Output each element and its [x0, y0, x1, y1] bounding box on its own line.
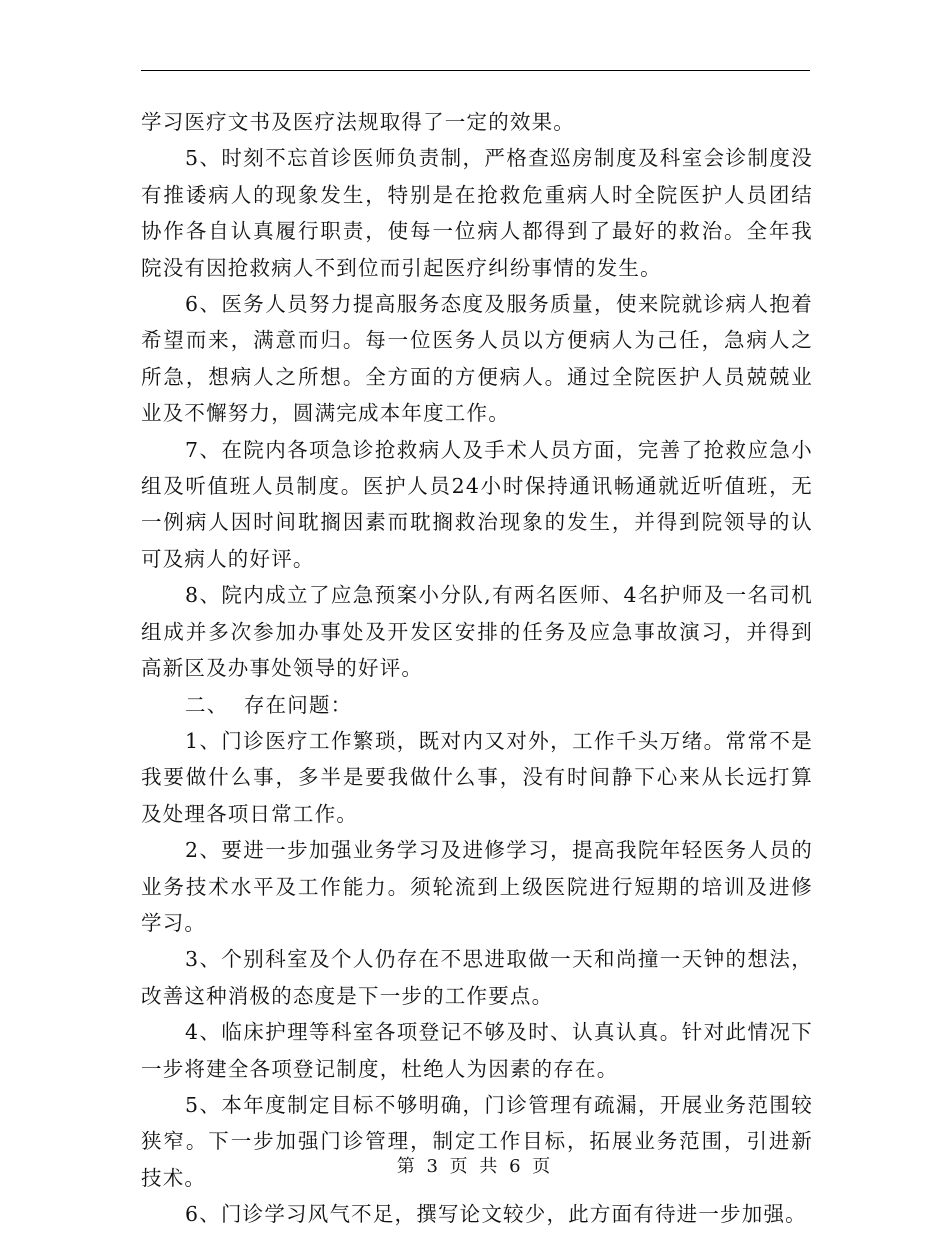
paragraph-problem-1: 1、门诊医疗工作繁琐，既对内又对外，工作千头万绪。常常不是我要做什么事，多半是要我做什么事，没有时间静下心来从长远打算及处理各项日常工作。 [141, 728, 813, 826]
document-body [141, 104, 813, 1233]
paragraph-item-8-response-team: 8、院内成立了应急预案小分队,有两名医师、4名护师及一名司机组成并多次参加办事处及开发区安排的任务及应急事故演习，并得到高新区及办事处领导的好评。 [141, 583, 813, 681]
paragraph-continuation: 学习医疗文书及医疗法规取得了一定的效果。 [141, 110, 575, 134]
paragraph-problem-5: 5、本年度制定目标不够明确，门诊管理有疏漏，开展业务范围较狭窄。下一步加强门诊管理，制定工作目标，拓展业务范围，引进新技术。 [141, 1092, 813, 1190]
paragraph-problem-6: 6、门诊学习风气不足，撰写论文较少，此方面有待进一步加强。 [185, 1202, 807, 1227]
header-rule [141, 70, 810, 71]
paragraph-item-6-service: 6、医务人员努力提高服务态度及服务质量，使来院就诊病人抱着希望而来，满意而归。每一位医务人员以方便病人为己任，急病人之所急，想病人之所想。全方面的方便病人。通过全院医护人员兢兢业业及不懈努力，圆满完成本年度工作。 [141, 292, 813, 426]
paragraph-problem-3: 3、个别科室及个人仍存在不思进取做一天和尚撞一天钟的想法，改善这种消极的态度是下一步的工作要点。 [141, 947, 813, 1008]
paragraph-item-7-emergency: 7、在院内各项急诊抢救病人及手术人员方面，完善了抢救应急小组及听值班人员制度。医护人员24小时保持通讯畅通就近听值班，无一例病人因时间耽搁因素而耽搁救治现象的发生，并得到院领导的认可及病人的好评。 [141, 437, 813, 571]
page-number: 第 3 页 共 6 页 [396, 1156, 554, 1177]
paragraph-problem-2: 2、要进一步加强业务学习及进修学习，提高我院年轻医务人员的业务技术水平及工作能力。须轮流到上级医院进行短期的培训及进修学习。 [141, 838, 813, 935]
paragraph-problem-4: 4、临床护理等科室各项登记不够及时、认真认真。针对此情况下一步将建全各项登记制度，杜绝人为因素的存在。 [141, 1020, 813, 1081]
paragraph-item-5-first-aid: 5、时刻不忘首诊医师负责制，严格查巡房制度及科室会诊制度没有推诿病人的现象发生，特别是在抢救危重病人时全院医护人员团结协作各自认真履行职责，使每一位病人都得到了最好的救治。全年我院没有因抢救病人不到位而引起医疗纠纷事情的发生。 [141, 146, 813, 280]
section-heading-problems: 二、 存在问题： [185, 692, 353, 717]
